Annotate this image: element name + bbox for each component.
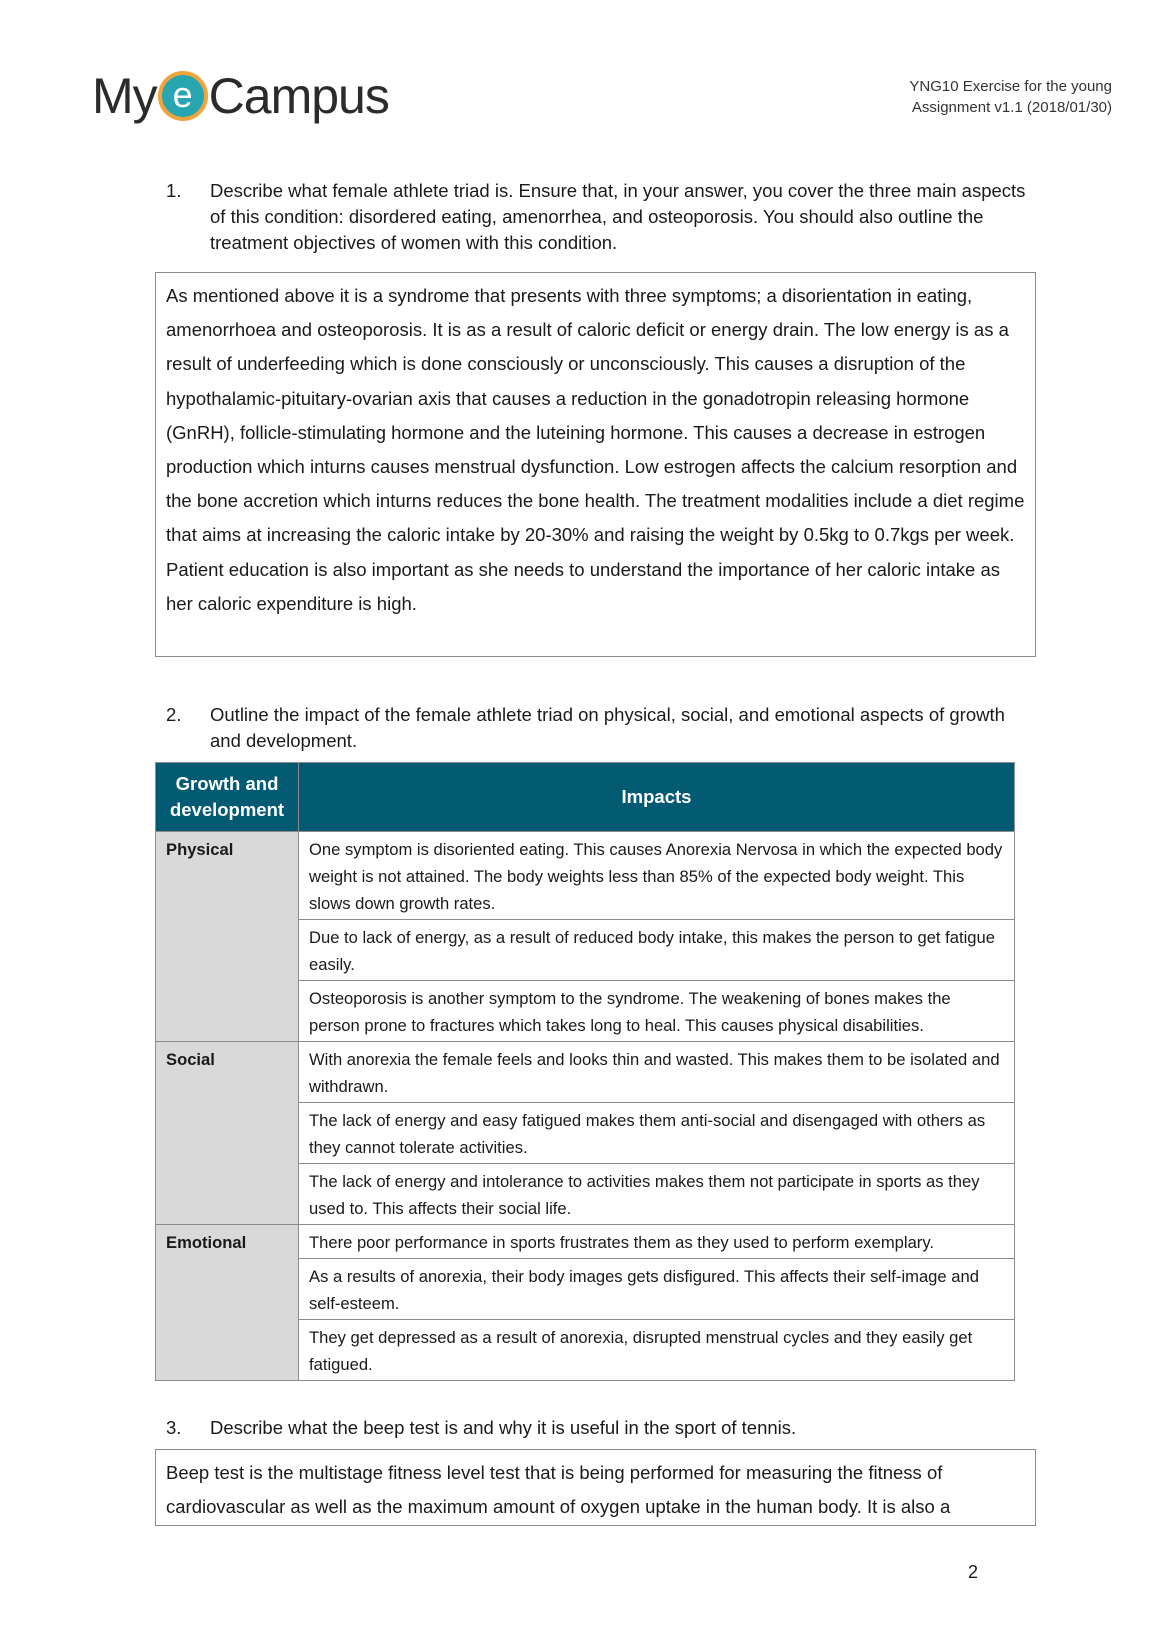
question-text: Outline the impact of the female athlete triad on physical, social, and emotional aspects of growth and development. [210, 704, 1005, 751]
table-row [156, 832, 1015, 920]
question-1 [166, 178, 1026, 256]
impact-cell: The lack of energy and intolerance to activities makes them not participate in sports as they used to. This affects their social life. [299, 1164, 1015, 1225]
question-number: 2. [166, 704, 182, 725]
question-text: Describe what female athlete triad is. Ensure that, in your answer, you cover the three main aspects of this condition: disordered eating, amenorrhea, and osteoporosis. You should also outline the treatment objectives of women with this condition. [210, 180, 1026, 253]
table-row [156, 1042, 1015, 1103]
impact-cell: One symptom is disoriented eating. This causes Anorexia Nervosa in which the expected body weight is not attained. The body weights less than 85% of the expected body weight. This slows down growth rates. [299, 832, 1015, 920]
category-emotional: Emotional [156, 1225, 299, 1381]
answer-3-box: Beep test is the multistage fitness level test that is being performed for measuring the fitness of cardiovascular as well as the maximum amount of oxygen uptake in the human body. It is also a [155, 1449, 1036, 1526]
course-title: YNG10 Exercise for the young [909, 78, 1112, 95]
assignment-version: Assignment v1.1 (2018/01/30) [911, 99, 1112, 116]
table-header-row [156, 763, 1015, 832]
category-physical: Physical [156, 832, 299, 1042]
impact-cell: Due to lack of energy, as a result of reduced body intake, this makes the person to get fatigue easily. [299, 920, 1015, 981]
col-header-impacts: Impacts [299, 763, 1015, 832]
col-header-growth: Growth and development [156, 763, 299, 832]
impact-cell: Osteoporosis is another symptom to the syndrome. The weakening of bones makes the person prone to fractures which takes long to heal. This causes physical disabilities. [299, 981, 1015, 1042]
document-header-info [909, 76, 1112, 118]
impact-cell: They get depressed as a result of anorexia, disrupted menstrual cycles and they easily get fatigued. [299, 1320, 1015, 1381]
question-number: 1. [166, 180, 182, 201]
table-row [156, 1225, 1015, 1259]
page-number: 2 [967, 1562, 978, 1582]
impact-cell: As a results of anorexia, their body images gets disfigured. This affects their self-image and self-esteem. [299, 1259, 1015, 1320]
question-text: Describe what the beep test is and why it is useful in the sport of tennis. [210, 1417, 797, 1438]
logo-e-icon: e [158, 71, 208, 121]
mycampus-logo [92, 66, 389, 126]
impact-cell: The lack of energy and easy fatigued makes them anti-social and disengaged with others as they cannot tolerate activities. [299, 1103, 1015, 1164]
impact-cell: There poor performance in sports frustrates them as they used to perform exemplary. [299, 1225, 1015, 1259]
impacts-table [155, 762, 1015, 1381]
impact-cell: With anorexia the female feels and looks thin and wasted. This makes them to be isolated and withdrawn. [299, 1042, 1015, 1103]
logo-prefix: My [92, 68, 157, 124]
answer-1-box: As mentioned above it is a syndrome that presents with three symptoms; a disorientation in eating, amenorrhoea and osteoporosis. It is as a result of caloric deficit or energy drain. The low energy is as a result of underfeeding which is done consciously or unconsciously. This causes a disruption of the hypothalamic-pituitary-ovarian axis that causes a reduction in the gonadotropin releasing hormone (GnRH), follicle-stimulating hormone and the luteining hormone. This causes a decrease in estrogen production which inturns causes menstrual dysfunction. Low estrogen affects the calcium resorption and the bone accretion which inturns reduces the bone health. The treatment modalities include a diet regime that aims at increasing the caloric intake by 20-30% and raising the weight by 0.5kg to 0.7kgs per week. Patient education is also important as she needs to understand the importance of her caloric intake as her caloric expenditure is high. [155, 272, 1036, 657]
question-2 [166, 702, 1026, 754]
category-social: Social [156, 1042, 299, 1225]
logo-suffix: Campus [208, 68, 389, 124]
question-number: 3. [166, 1417, 182, 1438]
question-3 [166, 1415, 1026, 1441]
